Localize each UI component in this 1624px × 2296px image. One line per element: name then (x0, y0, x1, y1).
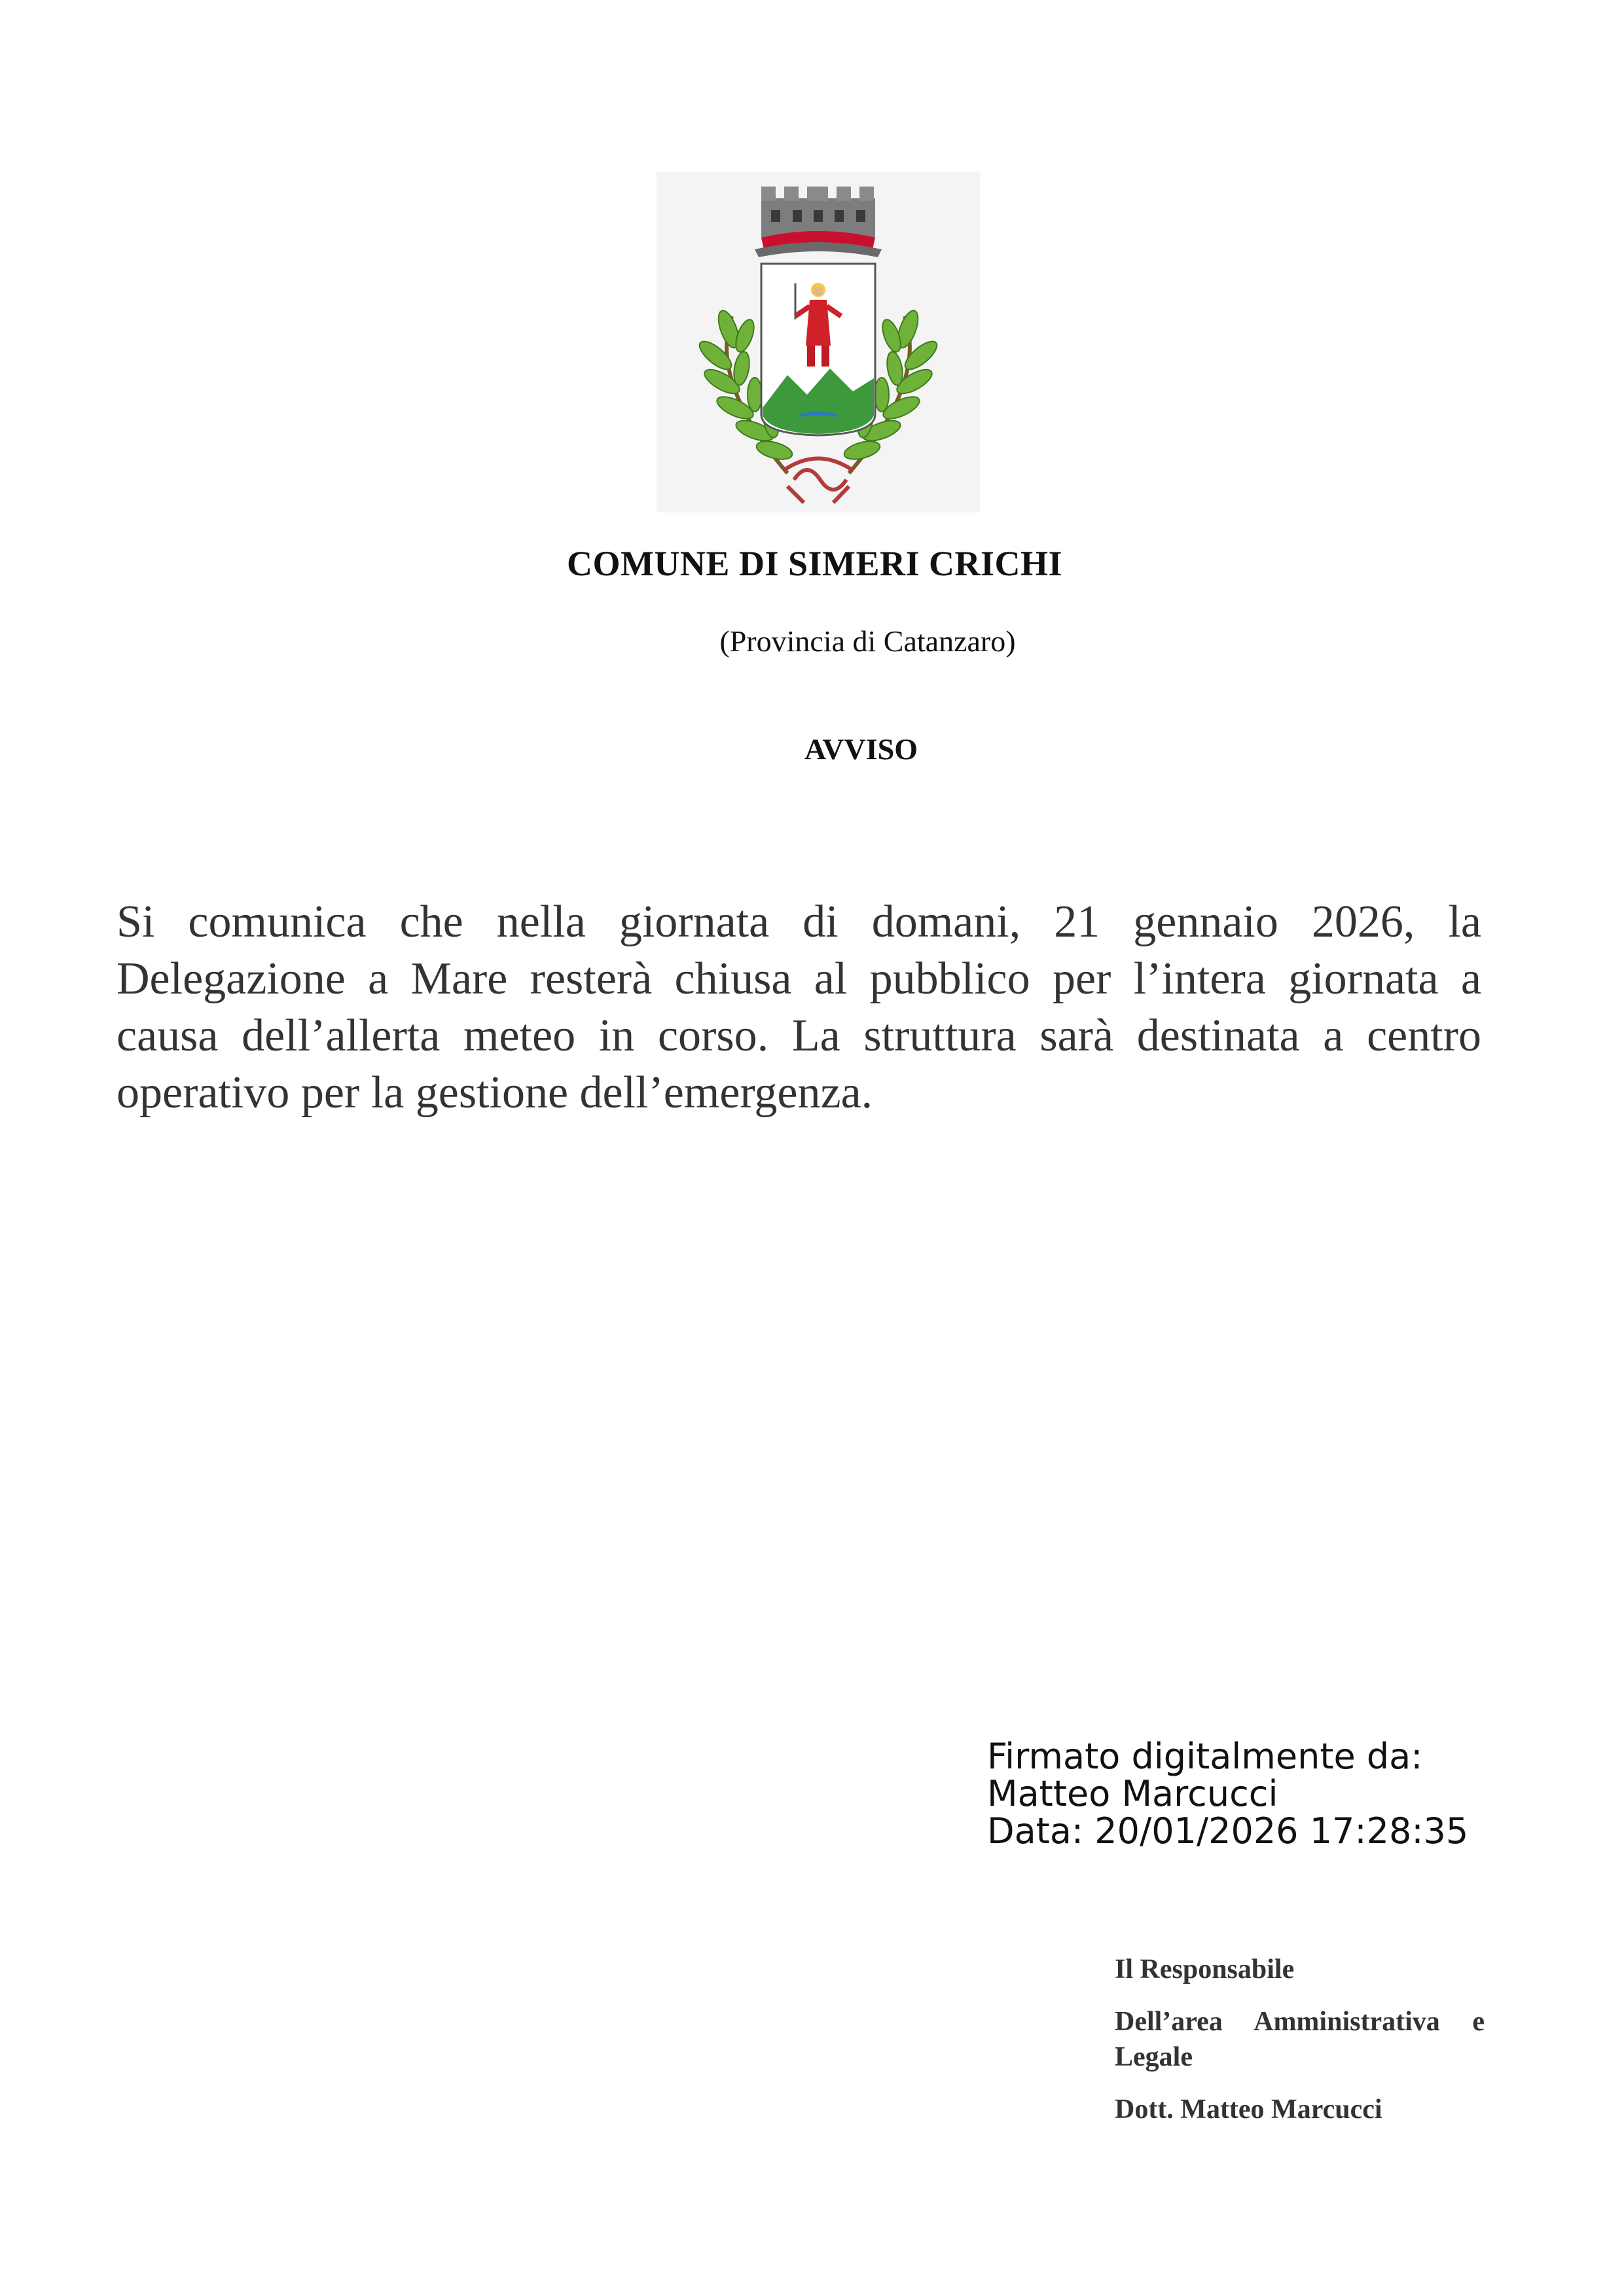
coat-of-arms-icon (657, 172, 980, 512)
signatory-area: Dell’area Amministrativa e Legale (1115, 2007, 1485, 2072)
signatory-name: Dott. Matteo Marcucci (1115, 2094, 1382, 2125)
ribbon-icon (784, 459, 852, 503)
digital-signature-date: Data: 20/01/2026 17:28:35 (987, 1810, 1469, 1852)
digital-signature (987, 1738, 1468, 1850)
signatory-role: Il Responsabile (1115, 1954, 1295, 1984)
digital-signature-label: Firmato digitalmente da: (987, 1736, 1423, 1777)
municipality-title: COMUNE DI SIMERI CRICHI (566, 544, 1063, 583)
notice-body: Si comunica che nella giornata di domani, 21 gennaio 2026, la Delegazione a Mare resterà chiusa al pubblico per l’intera giornata a causa dell’allerta meteo in corso. La struttura sarà destinata a centro operativo per la gestione dell’emergenza. (117, 897, 1481, 1118)
signatory-block (1115, 1952, 1485, 2127)
crown-icon (755, 187, 882, 257)
digital-signature-signer: Matteo Marcucci (987, 1773, 1278, 1814)
shield-icon (761, 264, 875, 435)
document-type-heading: AVVISO (804, 732, 918, 766)
province-subtitle: (Provincia di Catanzaro) (719, 624, 1016, 658)
